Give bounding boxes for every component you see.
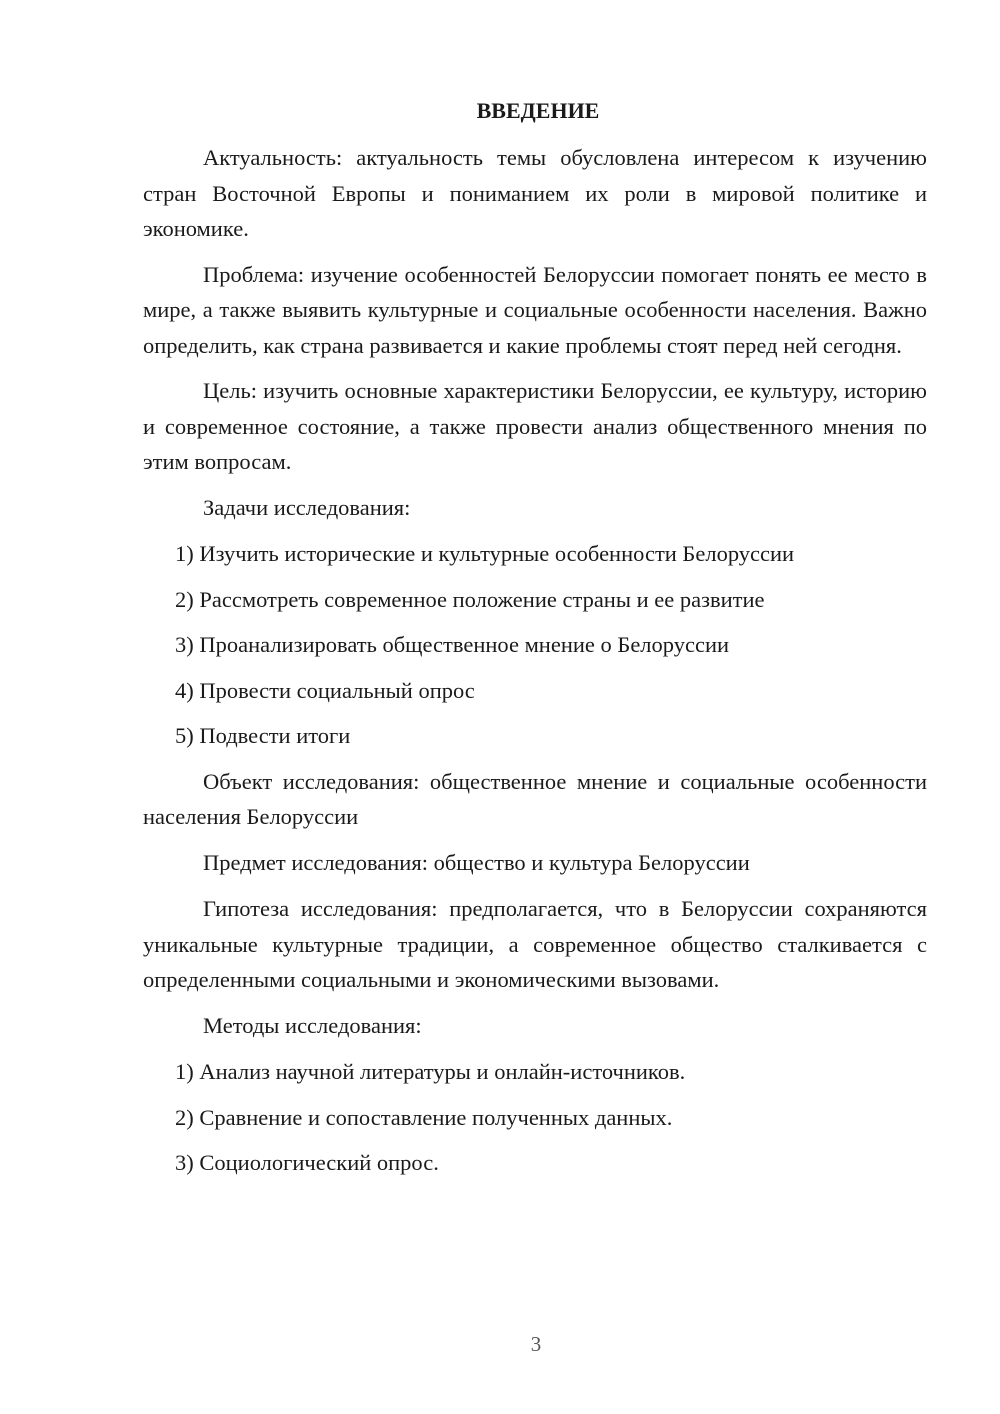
list-item: 2) Рассмотреть современное положение страны и ее развитие	[175, 586, 765, 612]
page-title: ВВЕДЕНИЕ	[476, 98, 600, 123]
list-item: 1) Изучить исторические и культурные особенности Белоруссии	[175, 541, 795, 566]
paragraph-goal: Цель: изучить основные характеристики Белоруссии, ее культуру, историю и современное состояние, а также провести анализ общественного мнения по этим вопросам.	[143, 378, 927, 474]
list-item: 4) Провести социальный опрос	[175, 677, 475, 703]
paragraph-object: Объект исследования: общественное мнение и социальные особенности населения Белоруссии	[143, 768, 927, 829]
list-item: 5) Подвести итоги	[175, 723, 351, 748]
document-page	[143, 96, 927, 1191]
paragraph-relevance: Актуальность: актуальность темы обусловлена интересом к изучению стран Восточной Европы и пониманием их роли в мировой политике и экономике.	[143, 145, 927, 241]
methods-heading: Методы исследования:	[203, 1012, 422, 1038]
tasks-heading: Задачи исследования:	[203, 494, 411, 520]
list-item: 2) Сравнение и сопоставление полученных данных.	[175, 1104, 673, 1130]
tasks-list	[143, 536, 927, 754]
page-number: 3	[530, 1332, 542, 1356]
paragraph-hypothesis: Гипотеза исследования: предполагается, что в Белоруссии сохраняются уникальные культурные традиции, а современное общество сталкивается с определенными социальными и экономическими вызовами.	[143, 896, 927, 992]
methods-list	[143, 1054, 927, 1181]
paragraph-problem: Проблема: изучение особенностей Белоруссии помогает понять ее место в мире, а также выявить культурные и социальные особенности населения. Важно определить, как страна развивается и какие проблемы стоят перед ней сегодня.	[143, 261, 927, 358]
list-item: 3) Проанализировать общественное мнение о Белоруссии	[175, 632, 730, 657]
paragraph-subject: Предмет исследования: общество и культура Белоруссии	[203, 849, 750, 875]
list-item: 3) Социологический опрос.	[175, 1150, 439, 1175]
list-item: 1) Анализ научной литературы и онлайн-источников.	[175, 1059, 686, 1084]
